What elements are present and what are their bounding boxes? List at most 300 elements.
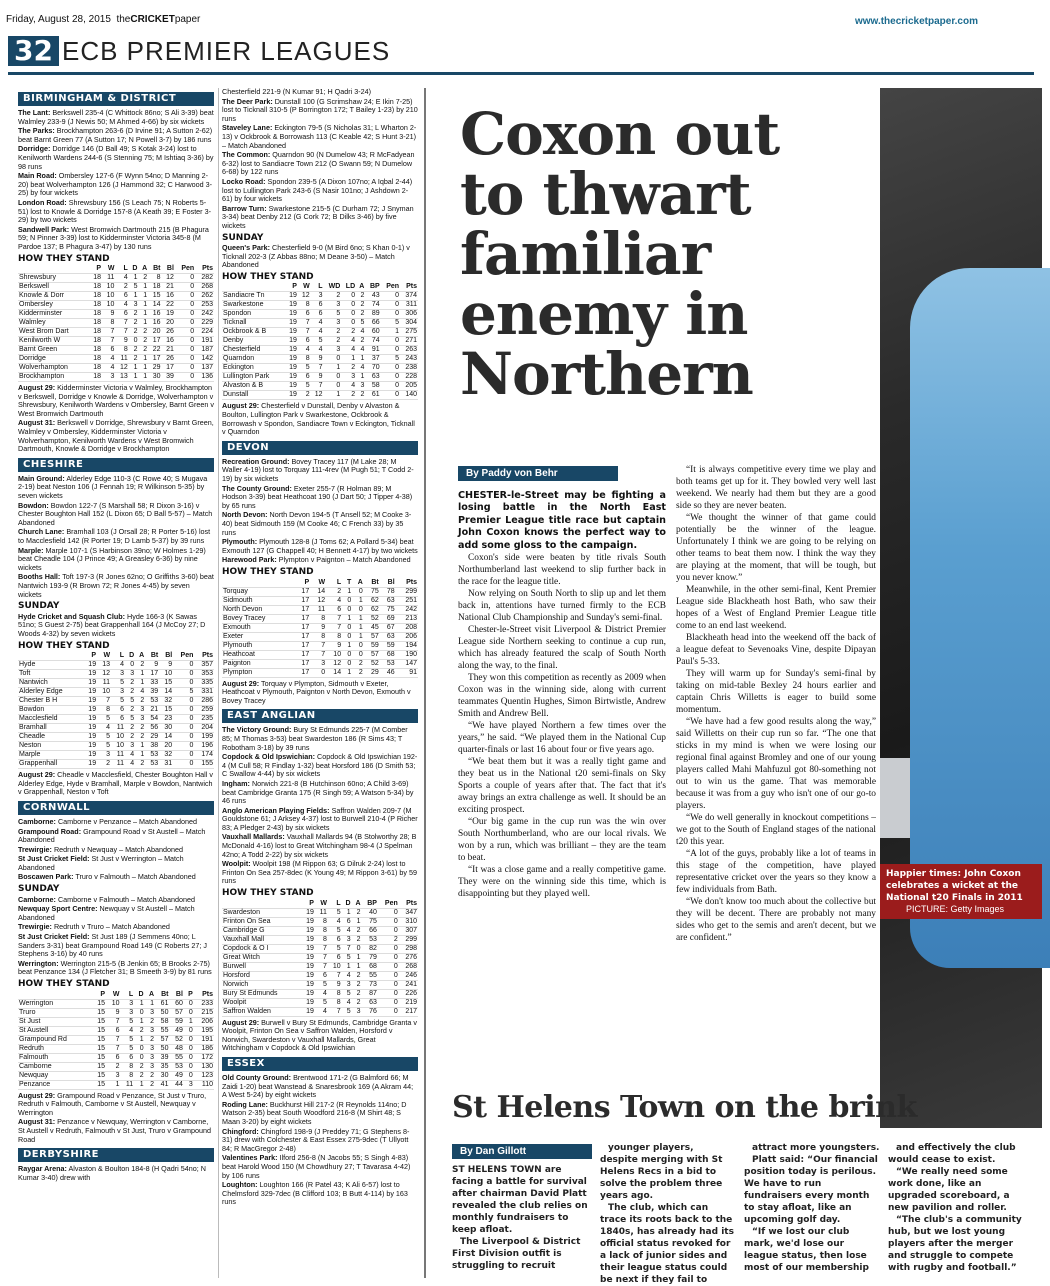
- venue-name: Boscawen Park:: [18, 872, 74, 882]
- result-entry: [18, 818, 214, 827]
- table-cell: 8: [106, 706, 111, 714]
- table-cell: 19: [289, 319, 297, 327]
- table-row: [222, 364, 418, 373]
- table-cell: 59: [370, 641, 379, 649]
- table-cell: 3: [150, 1044, 155, 1052]
- table-cell: 1: [143, 292, 148, 300]
- table-cell: 10: [106, 301, 115, 309]
- venue-name: August 31:: [18, 418, 56, 428]
- table-row: [18, 697, 214, 706]
- table-cell: 43: [371, 292, 380, 300]
- table-cell: 19: [306, 926, 314, 934]
- table-cell: 0: [189, 706, 194, 714]
- table-cell: 3: [150, 1008, 155, 1016]
- table-cell: 8: [110, 319, 115, 327]
- table-cell: 2: [140, 697, 145, 705]
- table-cell: 7: [123, 328, 128, 336]
- table-cell: 1: [358, 623, 363, 631]
- table-cell: 19: [289, 373, 297, 381]
- table-cell: 251: [405, 596, 417, 604]
- table-cell: Ticknall: [223, 319, 247, 327]
- table-cell: 20: [164, 742, 173, 750]
- column-header: W: [320, 899, 327, 907]
- column-header: Bt: [153, 265, 161, 273]
- table-cell: 374: [405, 292, 417, 300]
- table-cell: 206: [201, 1017, 213, 1025]
- sunday-label: SUNDAY: [18, 601, 60, 612]
- story-paragraph: “A lot of the guys, probably like a lot of teams in this stage of the competition, have played representative cricket over the years so they know a few individuals from Bath.: [676, 849, 876, 895]
- table-cell: 17: [301, 605, 310, 613]
- table-cell: 6: [110, 346, 115, 354]
- table-cell: 0: [351, 310, 356, 318]
- table-cell: 190: [405, 650, 417, 658]
- table-cell: 21: [166, 283, 174, 291]
- table-cell: 53: [150, 751, 159, 759]
- table-cell: 7: [321, 650, 326, 658]
- venue-name: Church Lane:: [18, 527, 65, 537]
- result-entry: [222, 1154, 418, 1180]
- table-row: [18, 274, 214, 283]
- table-cell: 18: [93, 364, 102, 372]
- table-cell: 217: [405, 1007, 417, 1015]
- table-cell: 32: [164, 697, 173, 705]
- table-cell: 19: [289, 391, 297, 399]
- result-entry: [222, 124, 418, 150]
- result-text: Dunstall 100 (G Scrimshaw 24; E Ikin 7-25) lost to Ticknall 310-5 (P Borrington 172; T Bailey 1-23) by 210 runs: [222, 96, 418, 123]
- table-cell: 41: [160, 1080, 169, 1088]
- table-cell: 1: [140, 751, 145, 759]
- table-cell: 142: [201, 355, 213, 363]
- table-cell: 2: [358, 659, 363, 667]
- second-byline: By Dan Gillott: [452, 1144, 592, 1159]
- table-cell: 6: [123, 310, 128, 318]
- table-cell: 17: [301, 659, 310, 667]
- table-cell: 12: [317, 596, 326, 604]
- table-cell: 15: [152, 292, 161, 300]
- table-cell: North Devon: [223, 605, 263, 613]
- website-url[interactable]: www.thecricketpaper.com: [854, 16, 978, 27]
- table-cell: 16: [166, 292, 174, 300]
- table-cell: 57: [175, 1008, 183, 1016]
- player-photo: [880, 88, 1042, 1128]
- table-cell: 54: [150, 715, 159, 723]
- table-cell: 53: [175, 1062, 183, 1070]
- table-cell: 19: [88, 688, 97, 696]
- venue-name: August 29:: [222, 1017, 260, 1027]
- table-cell: 0: [190, 319, 195, 327]
- result-entry: [18, 199, 214, 225]
- column-header: W: [318, 578, 326, 586]
- table-cell: 0: [321, 668, 326, 676]
- table-cell: 3: [150, 1062, 155, 1070]
- table-row: [222, 301, 418, 310]
- second-story-paragraph: younger players, despite merging with St Helens Recs in a bid to solve the problem three years ago.: [600, 1143, 723, 1201]
- table-cell: 9: [321, 623, 326, 631]
- result-entry: [18, 896, 214, 905]
- table-row: [18, 292, 214, 301]
- table-cell: 1: [346, 962, 351, 970]
- result-text: Penzance v Newquay, Werrington v Camborne, St Austell v Redruth, Falmouth v St Just, Truro v Grampound Road: [18, 1117, 211, 1144]
- table-cell: 59: [175, 1017, 183, 1025]
- result-entry: [222, 511, 418, 537]
- column-header: Pts: [406, 899, 417, 907]
- column-header: P: [91, 652, 97, 660]
- table-cell: 0: [347, 605, 352, 613]
- table-cell: 6: [129, 1053, 134, 1061]
- table-cell: 1: [347, 614, 352, 622]
- result-text: Swarkestone 215-5 (C Durham 72; J Snyman 3-34) beat Denby 212 (G Cork 72; B Dilks 3-46) by five wickets: [222, 203, 414, 230]
- table-row: [222, 668, 418, 677]
- table-cell: 8: [305, 355, 310, 363]
- table-cell: 6: [305, 373, 310, 381]
- result-text: Saffron Walden 209-7 (M Gouldstone 61; J Arksey 4-37) lost to Burwell 210-4 (P Richer 83; A Pledger 2-43) by six wickets: [222, 805, 418, 832]
- section-divider: [424, 88, 426, 1278]
- table-cell: 155: [201, 760, 213, 768]
- result-text: Torquay v Plympton, Sidmouth v Exeter, Heathcoat v Plymouth, Paignton v North Devon, Exmouth v Bovey Tracey: [222, 678, 411, 705]
- table-cell: St Austell: [19, 1026, 49, 1034]
- table-cell: 2: [351, 328, 356, 336]
- table-cell: 17: [301, 641, 310, 649]
- table-cell: 233: [201, 999, 213, 1007]
- table-row: [222, 971, 418, 980]
- table-cell: 3: [346, 935, 351, 943]
- table-row: [222, 659, 418, 668]
- second-story-paragraph: The Liverpool & District First Division outfit is struggling to recruit: [452, 1237, 581, 1271]
- table-cell: 1: [358, 596, 363, 604]
- table-cell: Plymouth: [223, 641, 253, 649]
- table-cell: 268: [405, 962, 417, 970]
- table-cell: 19: [289, 292, 297, 300]
- table-cell: 3: [133, 301, 138, 309]
- column-header: D: [132, 265, 138, 273]
- table-cell: Norwich: [223, 980, 249, 988]
- table-cell: 4: [360, 364, 365, 372]
- table-cell: 45: [370, 623, 379, 631]
- table-cell: 4: [323, 1007, 327, 1015]
- table-row: [18, 733, 214, 742]
- result-text: Ilford 256-8 (N Jacobs 55; S Singh 4-83) beat Harold Wood 150 (M Chowdhury 27; T Tavarasa 4-42) by 106 runs: [222, 1153, 411, 1180]
- table-cell: 0: [190, 292, 195, 300]
- table-cell: 17: [301, 596, 310, 604]
- table-cell: Alvaston & B: [223, 382, 264, 390]
- table-cell: 19: [289, 328, 297, 336]
- table-cell: 8: [336, 989, 341, 997]
- venue-name: Trewirgie:: [18, 844, 52, 854]
- result-text: Shrewsbury 156 (S Leach 75; N Roberts 5-51) lost to Knowle & Dorridge 157-8 (A Keath 39; E Foster 3-29) by two wickets: [18, 197, 211, 225]
- table-cell: 12: [301, 292, 310, 300]
- table-cell: 1: [140, 742, 145, 750]
- table-cell: 7: [337, 623, 342, 631]
- result-text: Loughton 166 (R Patel 43; K Ali 6-57) lost to Chelmsford 329-7dec (B Clifford 103; B Butt 4-114) by 163 runs: [222, 1180, 408, 1207]
- table-row: [222, 1007, 418, 1016]
- headline-line: familiar: [460, 220, 711, 288]
- table-cell: 0: [188, 1071, 193, 1079]
- table-cell: 10: [333, 650, 342, 658]
- table-cell: 191: [201, 1035, 213, 1043]
- table-cell: 87: [369, 989, 377, 997]
- result-text: Truro v Falmouth – Match Abandoned: [73, 872, 196, 882]
- table-cell: 9: [115, 1008, 120, 1016]
- result-text: Redruth v Truro – Match Abandoned: [51, 922, 170, 932]
- table-cell: 3: [140, 706, 145, 714]
- table-row: [222, 944, 418, 953]
- result-text: Plymouth 128-8 (J Toms 62; A Pollard 5-34) beat Exmouth 127 (G Chappell 40; H Bennett 4-17) by two wickets: [222, 537, 418, 555]
- second-story-col-2: [600, 1142, 734, 1285]
- result-entry: [222, 1101, 418, 1127]
- venue-name: Staveley Lane:: [222, 123, 273, 133]
- table-cell: 4: [123, 301, 128, 309]
- table-cell: 195: [201, 1026, 213, 1034]
- story-column-a: [458, 490, 666, 1086]
- table-cell: 11: [125, 1080, 134, 1088]
- table-cell: 19: [88, 760, 97, 768]
- result-entry: [18, 960, 214, 977]
- table-cell: 2: [115, 1062, 120, 1070]
- venue-name: Loughton:: [222, 1180, 258, 1190]
- table-cell: 1: [346, 908, 351, 916]
- venue-name: London Road:: [18, 197, 67, 207]
- league-title-bar: ESSEX: [222, 1057, 418, 1071]
- table-cell: 18: [93, 328, 102, 336]
- table-cell: Dunstall: [223, 391, 249, 399]
- result-text: Alderley Edge 110-3 (C Rowe 40; S Mugava 2-19) beat Neston 106 (J Fennah 19; R Wilkinson 5-35) by seven wickets: [18, 473, 208, 501]
- table-cell: 0: [189, 679, 194, 687]
- table-cell: 75: [386, 605, 395, 613]
- table-cell: 3: [346, 980, 351, 988]
- table-cell: 2: [139, 1071, 144, 1079]
- column-header: [18, 652, 83, 661]
- table-cell: 4: [346, 926, 351, 934]
- table-cell: 13: [102, 661, 111, 669]
- table-cell: 70: [371, 364, 380, 372]
- table-cell: 194: [405, 641, 417, 649]
- table-cell: 7: [321, 641, 326, 649]
- venue-name: Woolpit:: [222, 859, 251, 869]
- table-cell: 62: [370, 596, 379, 604]
- table-cell: 19: [306, 998, 314, 1006]
- table-cell: 19: [289, 301, 297, 309]
- table-cell: Quarndon: [223, 355, 255, 363]
- table-cell: 75: [369, 917, 377, 925]
- table-cell: 0: [190, 301, 195, 309]
- table-cell: 2: [393, 935, 398, 943]
- table-cell: 0: [395, 382, 400, 390]
- photo-caption: Happier times: John Coxon celebrates a wicket at the National t20 Finals in 2011 PICTURE: Getty Images: [880, 864, 1042, 919]
- table-cell: 0: [189, 697, 194, 705]
- headline-line: Coxon out: [460, 100, 780, 168]
- table-cell: 2: [143, 274, 148, 282]
- table-cell: 0: [189, 751, 194, 759]
- table-header-row: [222, 579, 418, 588]
- table-cell: 19: [306, 908, 314, 916]
- table-cell: 16: [152, 310, 161, 318]
- result-entry: [222, 833, 418, 859]
- table-cell: 10: [102, 688, 111, 696]
- table-cell: 63: [386, 596, 395, 604]
- table-cell: 5: [129, 1035, 134, 1043]
- table-cell: 174: [201, 751, 213, 759]
- table-row: [222, 926, 418, 935]
- table-cell: 0: [393, 980, 398, 988]
- result-text: Bowdon 122-7 (S Marshall 58; R Dixon 3-16) v Chester Boughton Hall 152 (L Dixon 65; D Ball 5-57) – Match Abandoned: [18, 500, 213, 527]
- table-cell: 5: [130, 697, 135, 705]
- column-header: L: [336, 899, 341, 907]
- column-header: Bl: [175, 990, 183, 998]
- table-cell: 30: [152, 373, 161, 381]
- table-cell: Bovey Tracey: [223, 614, 266, 622]
- table-cell: 19: [306, 980, 314, 988]
- result-entry: [18, 613, 214, 639]
- table-cell: 0: [188, 1053, 193, 1061]
- table-cell: 18: [93, 301, 102, 309]
- table-row: [18, 1080, 214, 1089]
- result-text: St Just 189 (J Semmens 40no; L Sanders 3-31) beat Grampound Road 149 (C Roberts 27; J Stephens 3-16) by 40 runs: [18, 932, 207, 959]
- table-cell: 3: [351, 373, 356, 381]
- table-cell: 20: [152, 328, 161, 336]
- table-cell: 2: [140, 724, 145, 732]
- table-cell: 61: [160, 999, 169, 1007]
- table-cell: 2: [150, 1035, 155, 1043]
- table-row: [18, 760, 214, 769]
- result-text: Camborne v Falmouth – Match Abandoned: [55, 894, 195, 904]
- table-cell: 17: [301, 614, 310, 622]
- result-entry: [18, 905, 214, 922]
- table-cell: Swarkestone: [223, 301, 264, 309]
- table-cell: 75: [370, 587, 379, 595]
- table-cell: 7: [337, 614, 342, 622]
- table-cell: 9: [318, 355, 323, 363]
- table-cell: 1: [360, 373, 365, 381]
- table-row: [18, 751, 214, 760]
- table-cell: 1: [358, 632, 363, 640]
- table-cell: 4: [110, 355, 115, 363]
- table-row: [222, 382, 418, 391]
- table-cell: 15: [97, 1026, 106, 1034]
- table-cell: 5: [395, 355, 400, 363]
- table-cell: 172: [201, 1053, 213, 1061]
- table-row: [18, 355, 214, 364]
- column-header: A: [148, 990, 155, 998]
- table-cell: 304: [405, 319, 417, 327]
- result-entry: [18, 475, 214, 501]
- photo-credit: PICTURE: Getty Images: [906, 904, 1005, 914]
- table-cell: 7: [106, 697, 111, 705]
- table-cell: 0: [190, 283, 195, 291]
- table-cell: Kidderminster: [19, 310, 63, 318]
- table-cell: 15: [97, 1035, 106, 1043]
- table-cell: 91: [371, 346, 380, 354]
- result-text: North Devon 194-5 (T Ansell 52; M Cooke 3-40) beat Sidmouth 159 (M Cooke 46; C French 33) by 35 runs: [222, 510, 412, 537]
- table-cell: 0: [190, 346, 195, 354]
- table-cell: 2: [360, 391, 365, 399]
- table-cell: 0: [189, 760, 194, 768]
- column-header: Bl: [387, 578, 395, 586]
- table-cell: 2: [356, 980, 361, 988]
- table-cell: 19: [306, 989, 314, 997]
- table-cell: 68: [369, 962, 377, 970]
- result-text: Berkswell 235-4 (C Whittock 86no; S Ali 3-39) beat Walmley 233-9 (J Newis 50; M Ahmed 4-66) by six wickets: [18, 108, 214, 126]
- table-cell: 16: [152, 319, 161, 327]
- table-cell: 73: [369, 980, 377, 988]
- table-header-row: [18, 652, 214, 661]
- table-cell: 6: [336, 953, 341, 961]
- table-cell: Exmouth: [223, 623, 251, 631]
- table-cell: 5: [336, 944, 341, 952]
- table-cell: Woolpit: [223, 998, 247, 1006]
- column-header: W: [103, 652, 111, 660]
- second-story-paragraph: Platt said: “Our financial position today is perilous. We have to run fundraisers every month to stay afloat, like an upcoming golf day.: [744, 1155, 878, 1225]
- table-cell: 0: [336, 355, 341, 363]
- table-cell: 186: [201, 1044, 213, 1052]
- table-row: [18, 1071, 214, 1080]
- table-cell: 1: [143, 364, 148, 372]
- table-cell: 15: [97, 1071, 106, 1079]
- table-cell: 7: [346, 944, 351, 952]
- venue-name: Ingham:: [222, 778, 250, 788]
- table-cell: 5: [129, 1017, 134, 1025]
- table-cell: 9: [318, 373, 323, 381]
- table-row: [18, 1044, 214, 1053]
- column-header: Pts: [202, 652, 213, 660]
- table-cell: 4: [318, 319, 323, 327]
- table-cell: Eckington: [223, 364, 254, 372]
- story-paragraph: Chester-le-Street visit Liverpool & District Premier League side Northern seeking to continue a cup run, which has already featured the scalp of South North along the way, to the final.: [458, 625, 666, 672]
- column-header: Pts: [406, 283, 417, 291]
- second-story-paragraph: and effectively the club would cease to exist.: [888, 1143, 1016, 1165]
- table-cell: 19: [289, 337, 297, 345]
- table-cell: 49: [175, 1071, 183, 1079]
- table-cell: Penzance: [19, 1080, 51, 1088]
- table-cell: 0: [358, 650, 363, 658]
- table-cell: Denby: [223, 337, 244, 345]
- table-row: [222, 935, 418, 944]
- table-cell: 18: [93, 310, 102, 318]
- table-cell: 4: [351, 382, 356, 390]
- table-cell: 37: [371, 355, 380, 363]
- table-cell: 1: [133, 373, 138, 381]
- table-cell: 1: [143, 319, 148, 327]
- table-cell: 2: [140, 661, 145, 669]
- story-paragraph: They won this competition as recently as 2009 when Coxon was in the winning side, along with current teammates Quentin Hughes, Simon Birtwistle, Andrew Smith and Andrew Bell.: [458, 673, 666, 720]
- table-row: [222, 650, 418, 659]
- table-cell: 8: [336, 998, 341, 1006]
- table-cell: 3: [140, 715, 145, 723]
- headline-line: Northern: [460, 340, 753, 408]
- table-cell: 7: [323, 962, 327, 970]
- venue-name: Locko Road:: [222, 176, 266, 186]
- table-cell: 262: [201, 292, 213, 300]
- venue-name: Valentines Park:: [222, 1153, 278, 1163]
- result-entry: [18, 855, 214, 872]
- venue-name: North Devon:: [222, 510, 268, 520]
- table-cell: 271: [405, 337, 417, 345]
- table-cell: Redruth: [19, 1044, 44, 1052]
- venue-name: Old County Ground:: [222, 1073, 292, 1082]
- table-cell: 11: [120, 355, 128, 363]
- table-cell: 0: [395, 346, 400, 354]
- table-cell: 4: [337, 596, 342, 604]
- table-cell: 2: [360, 337, 365, 345]
- table-cell: 3: [120, 670, 125, 678]
- table-cell: 12: [102, 670, 111, 678]
- column-header: D: [138, 990, 144, 998]
- table-row: [18, 337, 214, 346]
- table-cell: 6: [336, 935, 341, 943]
- table-cell: 275: [405, 328, 417, 336]
- table-cell: 5: [305, 382, 310, 390]
- result-entry: [222, 1074, 418, 1100]
- league-title-bar: DERBYSHIRE: [18, 1148, 214, 1162]
